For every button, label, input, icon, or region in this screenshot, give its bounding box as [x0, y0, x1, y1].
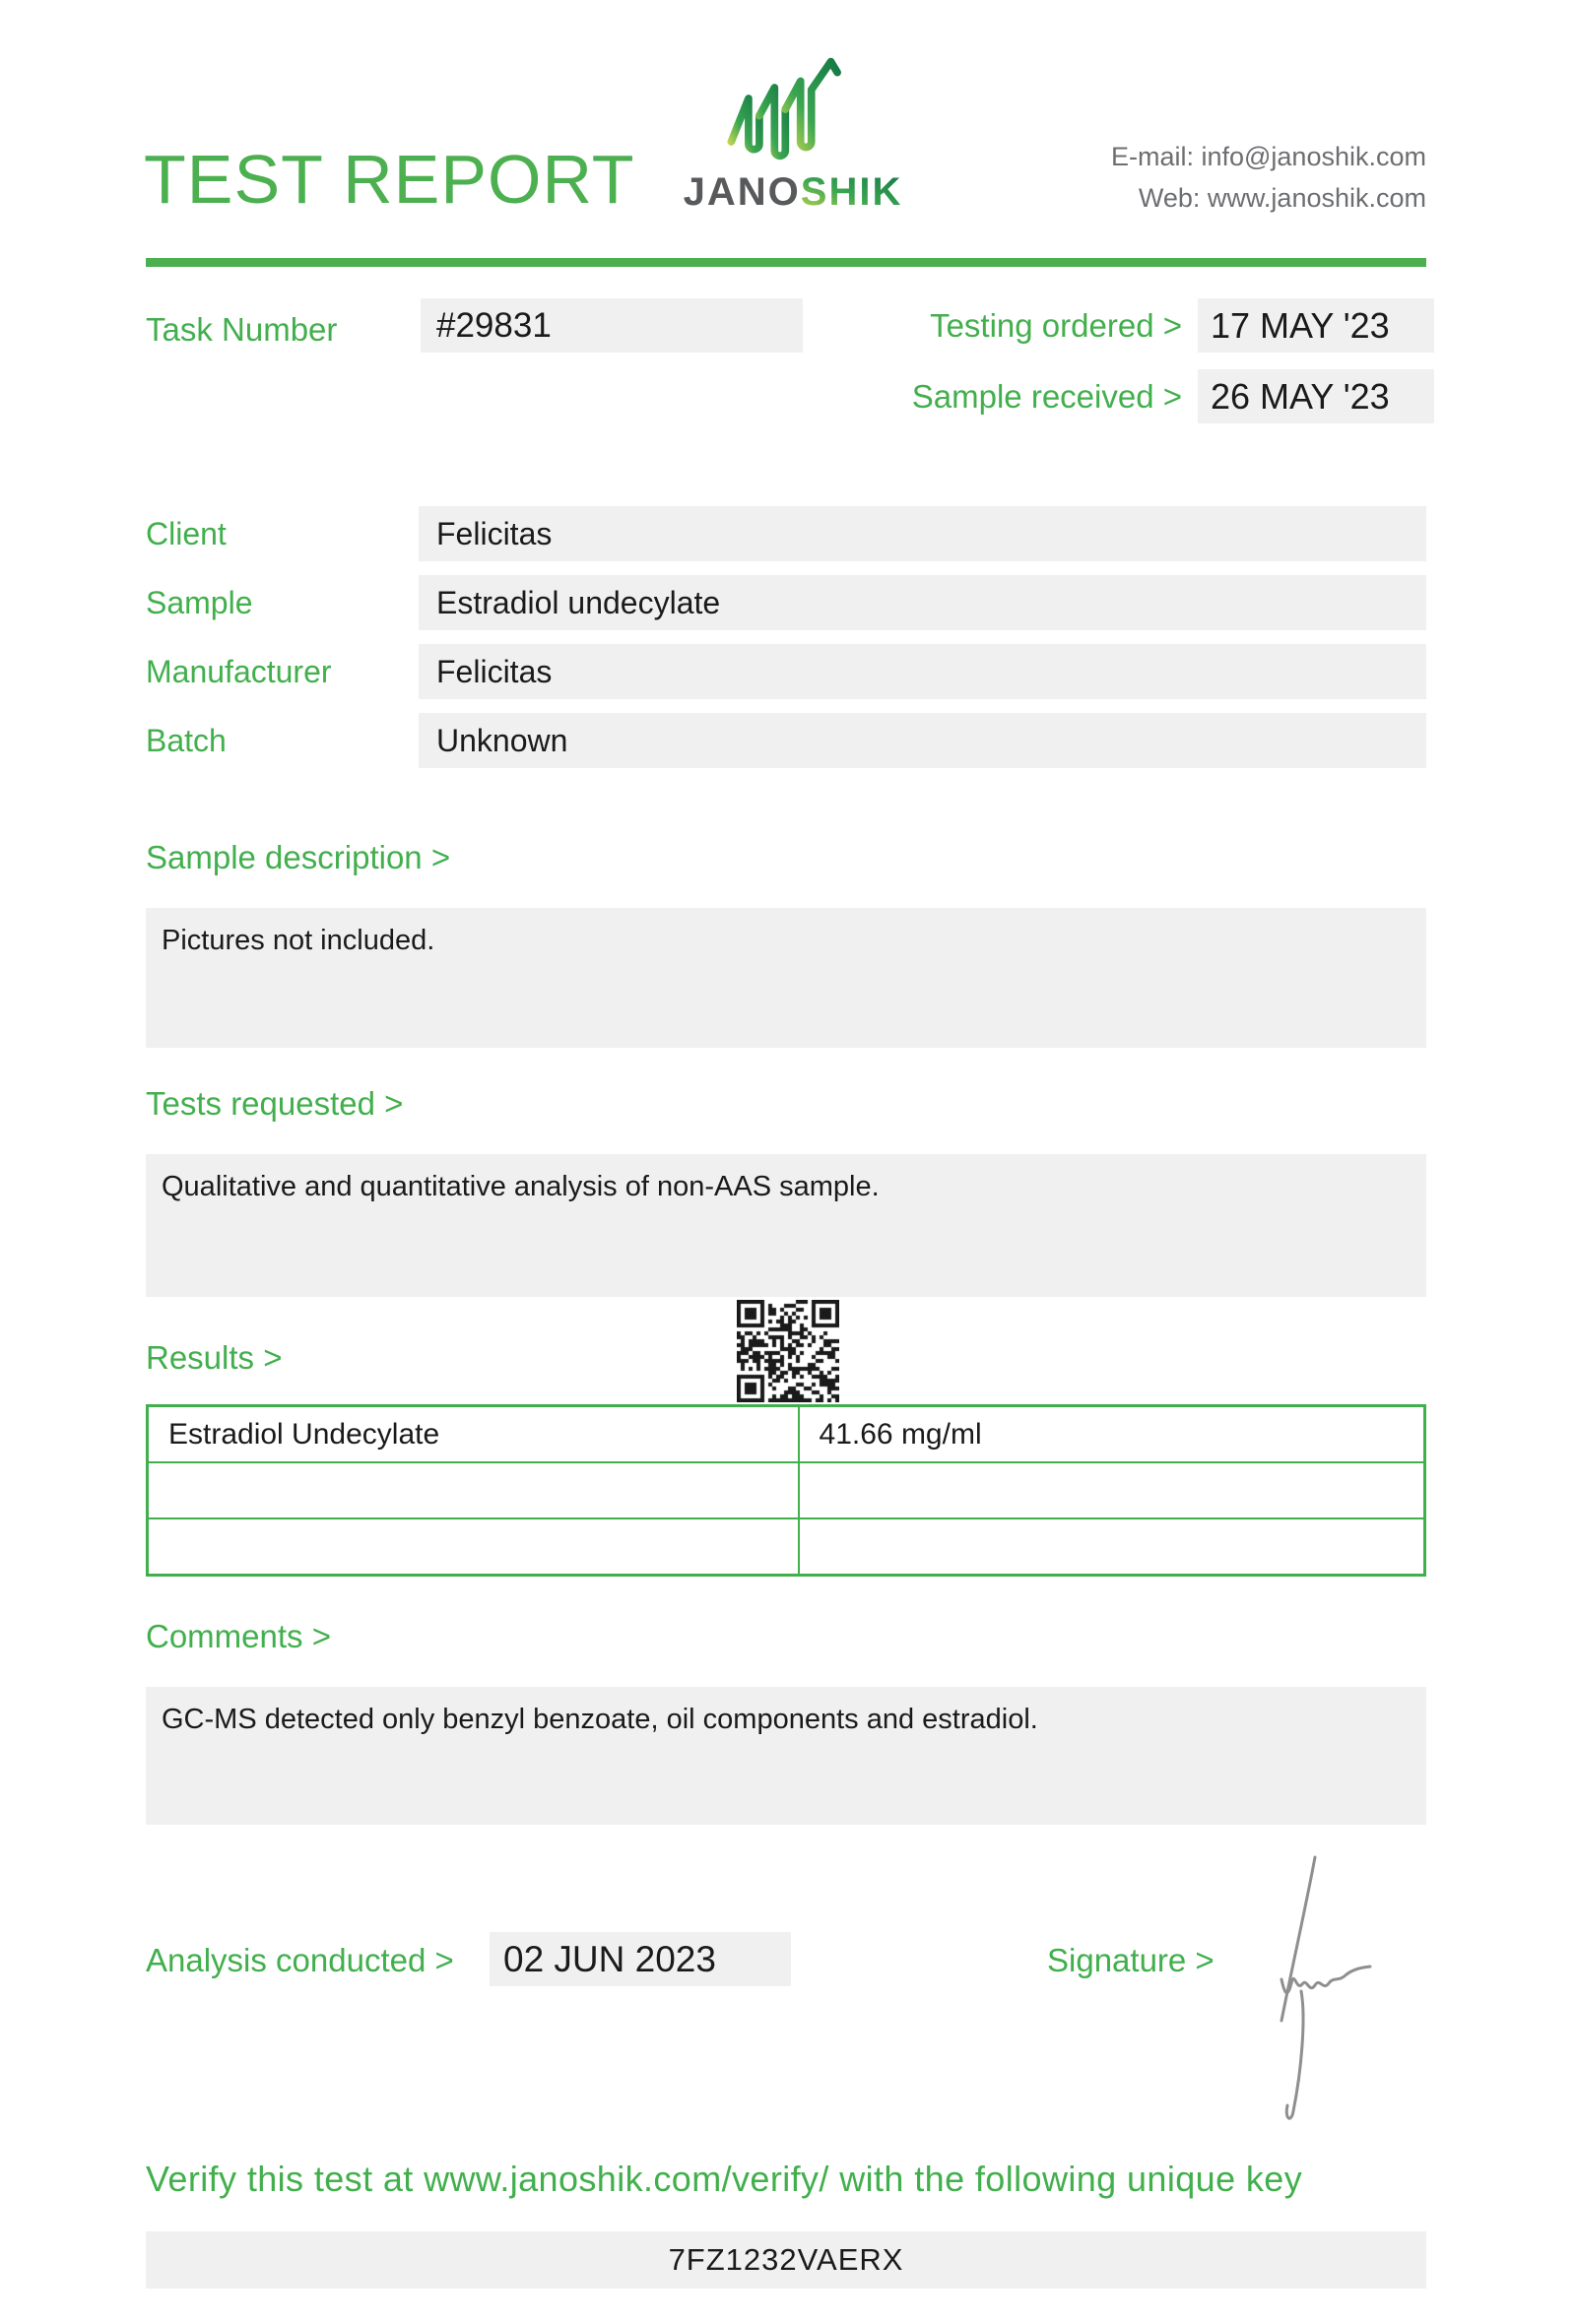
testing-ordered-value: 17 MAY '23: [1198, 298, 1434, 353]
sample-description-text: Pictures not included.: [146, 908, 1426, 1048]
results-table: [146, 1404, 1426, 1577]
sample-description-heading: Sample description >: [146, 839, 451, 875]
tests-requested-heading: Tests requested >: [146, 1085, 404, 1122]
analysis-conducted-value: 02 JUN 2023: [490, 1932, 791, 1986]
results-heading: Results >: [146, 1339, 283, 1376]
dates-block: [885, 298, 1434, 440]
analysis-conducted-label: Analysis conducted >: [146, 1942, 454, 1978]
comments-text: GC-MS detected only benzyl benzoate, oil components and estradiol.: [146, 1687, 1426, 1825]
logo-text-accent: SHIK: [800, 170, 903, 214]
sample-info-block: [146, 506, 1426, 782]
result-substance: Estradiol Undecylate: [148, 1406, 799, 1463]
client-value: Felicitas: [419, 506, 1426, 561]
result-substance-empty: [148, 1518, 799, 1576]
contact-email: E-mail: info@janoshik.com: [1110, 142, 1426, 171]
task-number-label: Task Number: [146, 311, 338, 348]
sample-label: Sample: [146, 584, 253, 620]
signature-label: Signature >: [1047, 1942, 1215, 1978]
qr-code: [737, 1300, 839, 1402]
contact-info: [1111, 136, 1426, 219]
sample-row: [146, 575, 1426, 630]
sample-received-value: 26 MAY '23: [1198, 369, 1434, 423]
logo-chart-icon: [719, 55, 867, 163]
manufacturer-label: Manufacturer: [146, 653, 332, 689]
sample-received-label: Sample received >: [911, 377, 1182, 415]
header-divider: [146, 258, 1426, 267]
manufacturer-row: [146, 644, 1426, 699]
verify-instruction: Verify this test at www.janoshik.com/verify/ with the following unique key: [146, 2159, 1303, 2199]
task-number-value: #29831: [421, 298, 803, 353]
result-amount-empty: [799, 1518, 1425, 1576]
result-amount: 41.66 mg/ml: [799, 1406, 1425, 1463]
table-row: [148, 1406, 1425, 1463]
tests-requested-text: Qualitative and quantitative analysis of non-AAS sample.: [146, 1154, 1426, 1297]
client-row: [146, 506, 1426, 561]
page-title: TEST REPORT: [144, 141, 635, 218]
batch-value: Unknown: [419, 713, 1426, 768]
sample-received-row: [885, 369, 1434, 423]
signature: [1264, 1843, 1426, 2139]
testing-ordered-row: [885, 298, 1434, 353]
client-label: Client: [146, 515, 227, 551]
manufacturer-value: Felicitas: [419, 644, 1426, 699]
logo-text-primary: JANO: [683, 170, 801, 214]
batch-label: Batch: [146, 722, 227, 758]
result-amount-empty: [799, 1462, 1425, 1518]
testing-ordered-label: Testing ordered >: [930, 306, 1182, 344]
table-row: [148, 1462, 1425, 1518]
unique-key: 7FZ1232VAERX: [146, 2231, 1426, 2289]
sample-value: Estradiol undecylate: [419, 575, 1426, 630]
result-substance-empty: [148, 1462, 799, 1518]
logo: [678, 55, 908, 215]
contact-web: Web: www.janoshik.com: [1138, 183, 1426, 213]
comments-heading: Comments >: [146, 1618, 331, 1654]
logo-wordmark: [678, 170, 908, 215]
batch-row: [146, 713, 1426, 768]
table-row: [148, 1518, 1425, 1576]
